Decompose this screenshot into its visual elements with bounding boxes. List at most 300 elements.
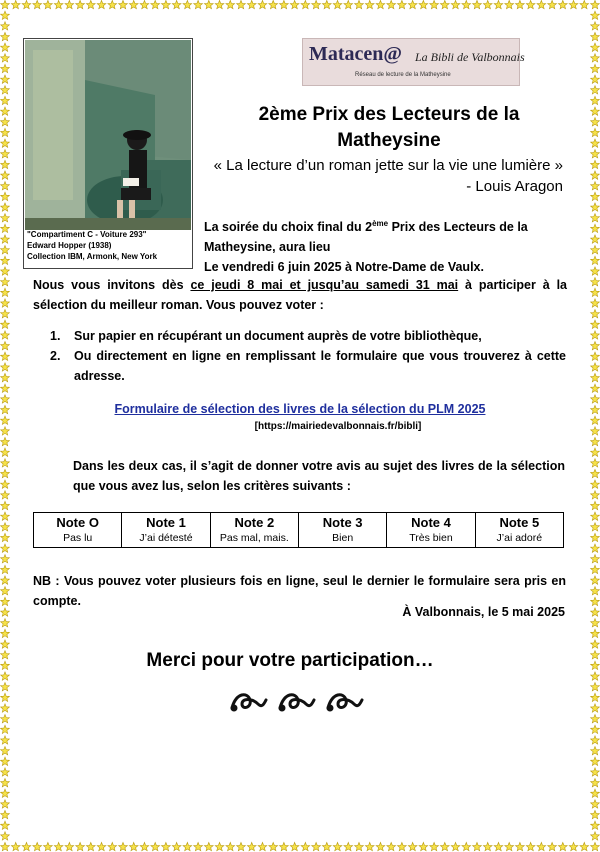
star-icon [591, 821, 600, 829]
star-icon [172, 0, 181, 8]
star-icon [473, 0, 482, 8]
star-icon [591, 800, 600, 808]
star-icon [183, 842, 192, 850]
star-icon [1, 299, 10, 307]
star-icon [1, 22, 10, 30]
soiree-date: Le vendredi 6 juin 2025 à Notre-Dame de Vaulx. [204, 260, 484, 274]
star-icon [119, 842, 128, 850]
star-icon [280, 0, 289, 8]
star-icon [1, 533, 10, 541]
star-icon [591, 608, 600, 616]
caption-artist: Edward Hopper (1938) [27, 241, 112, 250]
star-icon [526, 842, 535, 850]
star-icon [1, 373, 10, 381]
star-icon [591, 629, 600, 637]
star-icon [1, 683, 10, 691]
star-icon [569, 0, 578, 8]
star-icon [1, 203, 10, 211]
star-icon [1, 342, 10, 350]
star-icon [1, 619, 10, 627]
star-icon [419, 842, 428, 850]
rating-description: Très bien [409, 532, 453, 544]
star-icon [1, 512, 10, 520]
star-icon [1, 32, 10, 40]
star-icon [505, 0, 514, 8]
soiree-text-1: La soirée du choix final du 2 [204, 220, 373, 234]
star-icon [1, 11, 10, 19]
star-icon [516, 0, 525, 8]
star-icon [591, 555, 600, 563]
star-icon [1, 501, 10, 509]
star-icon [591, 246, 600, 254]
star-icon [1, 821, 10, 829]
star-icon [591, 288, 600, 296]
form-url: [https://mairiedevalbonnais.fr/bibli] [254, 421, 422, 432]
star-icon [591, 299, 600, 307]
star-icon [591, 86, 600, 94]
star-icon [1, 96, 10, 104]
star-icon [1, 842, 10, 850]
star-icon [322, 0, 331, 8]
star-icon [1, 363, 10, 371]
star-icon [591, 437, 600, 445]
star-icon [591, 267, 600, 275]
star-icon [1, 86, 10, 94]
star-icon [591, 256, 600, 264]
star-icon [1, 629, 10, 637]
star-icon [483, 0, 492, 8]
star-icon [591, 747, 600, 755]
star-icon [591, 725, 600, 733]
star-icon [44, 842, 53, 850]
star-icon [398, 0, 407, 8]
star-icon [451, 842, 460, 850]
star-icon [591, 501, 600, 509]
table-cell [122, 513, 210, 548]
star-icon [119, 0, 128, 8]
star-icon [591, 523, 600, 531]
star-icon [1, 704, 10, 712]
star-icon [1, 437, 10, 445]
star-icon [140, 842, 149, 850]
star-icon [591, 544, 600, 552]
star-icon [258, 842, 267, 850]
star-icon [580, 0, 589, 8]
star-icon [1, 725, 10, 733]
star-icon [558, 842, 567, 850]
star-icon [1, 832, 10, 840]
star-icon [462, 842, 471, 850]
star-icon [430, 842, 439, 850]
star-icon [591, 96, 600, 104]
invitation-paragraph [33, 275, 567, 315]
star-icon [247, 842, 256, 850]
list-text: Sur papier en récupérant un document auprès de votre bibliothèque, [74, 329, 482, 343]
star-icon [591, 779, 600, 787]
star-icon [97, 0, 106, 8]
star-icon [76, 842, 85, 850]
star-icon [591, 128, 600, 136]
star-icon [591, 480, 600, 488]
star-icon [1, 469, 10, 477]
soiree-text-2: Prix des Lecteurs de la Matheysine, aura lieu [204, 220, 528, 254]
star-icon [591, 75, 600, 83]
star-icon [1, 555, 10, 563]
star-icon [290, 0, 299, 8]
star-icon [280, 842, 289, 850]
star-icon [591, 565, 600, 573]
star-icon [1, 693, 10, 701]
invite-before: Nous vous invitons dès [33, 278, 191, 292]
star-icon [1, 789, 10, 797]
aragon-quote: « La lecture d’un roman jette sur la vie une lumière » - Louis Aragon [213, 157, 563, 195]
star-icon [86, 842, 95, 850]
star-icon [591, 469, 600, 477]
star-icon [591, 192, 600, 200]
star-icon [537, 0, 546, 8]
star-icon [76, 0, 85, 8]
star-icon [1, 491, 10, 499]
star-icon [591, 278, 600, 286]
table-cell [34, 513, 122, 548]
star-icon [1, 459, 10, 467]
star-icon [591, 150, 600, 158]
star-icon [344, 842, 353, 850]
star-icon [1, 150, 10, 158]
star-icon [269, 842, 278, 850]
star-icon [591, 832, 600, 840]
star-icon [1, 523, 10, 531]
star-icon [1, 320, 10, 328]
star-icon [108, 0, 117, 8]
rating-description: Bien [332, 532, 354, 544]
star-icon [591, 384, 600, 392]
star-icon [355, 0, 364, 8]
star-icon [11, 0, 20, 8]
star-icon [312, 0, 321, 8]
star-icon [1, 587, 10, 595]
star-icon [591, 203, 600, 211]
star-icon [151, 842, 160, 850]
star-icon [376, 842, 385, 850]
star-icon [1, 310, 10, 318]
star-icon [408, 0, 417, 8]
star-icon [129, 0, 138, 8]
rating-description: J’ai adoré [496, 532, 543, 544]
star-icon [1, 736, 10, 744]
star-icon [591, 672, 600, 680]
star-icon [1, 384, 10, 392]
star-icon [1, 448, 10, 456]
rating-header: Note 3 [322, 515, 363, 530]
star-icon [1, 597, 10, 605]
star-icon [1, 565, 10, 573]
star-icon [1, 747, 10, 755]
rating-header: Note 2 [234, 515, 275, 530]
star-icon [591, 757, 600, 765]
star-icon [322, 842, 331, 850]
star-icon [591, 0, 600, 8]
star-icon [301, 0, 310, 8]
star-icon [1, 214, 10, 222]
star-icon [591, 448, 600, 456]
star-icon [1, 256, 10, 264]
list-number: 1. [50, 329, 61, 343]
star-icon [290, 842, 299, 850]
star-icon [65, 842, 74, 850]
star-icon [591, 342, 600, 350]
star-icon [591, 235, 600, 243]
star-icon [591, 768, 600, 776]
star-icon [1, 544, 10, 552]
star-icon [1, 779, 10, 787]
nb-note: NB : Vous pouvez voter plusieurs fois en ligne, seul le dernier le formulaire sera pris en compte. [33, 574, 566, 608]
star-icon [1, 171, 10, 179]
star-icon [580, 842, 589, 850]
star-icon [591, 118, 600, 126]
list-text: Ou directement en ligne en remplissant le formulaire que vous trouverez à cette adresse. [74, 349, 566, 383]
star-icon [312, 842, 321, 850]
star-icon [54, 842, 63, 850]
star-icon [591, 54, 600, 62]
star-icon [140, 0, 149, 8]
star-icon [1, 288, 10, 296]
star-icon [33, 842, 42, 850]
star-icon [440, 0, 449, 8]
caption-collection: Collection IBM, Armonk, New York [27, 252, 158, 261]
star-icon [1, 640, 10, 648]
logo-sub-text: La Bibli de Valbonnais [415, 50, 525, 64]
star-icon [11, 842, 20, 850]
star-icon [1, 139, 10, 147]
star-icon [591, 533, 600, 541]
table-cell [387, 513, 475, 548]
star-icon [591, 331, 600, 339]
star-icon [1, 715, 10, 723]
star-icon [494, 842, 503, 850]
star-icon [1, 54, 10, 62]
star-icon [44, 0, 53, 8]
star-icon [591, 160, 600, 168]
rating-description: Pas mal, mais. [219, 532, 289, 544]
hopper-painting [25, 40, 191, 230]
voting-form-link[interactable]: Formulaire de sélection des livres de la sélection du PLM 2025 [114, 402, 486, 416]
star-icon [591, 587, 600, 595]
star-icon [591, 107, 600, 115]
star-icon [483, 842, 492, 850]
star-icon [1, 107, 10, 115]
star-icon [215, 842, 224, 850]
star-icon [162, 0, 171, 8]
star-icon [537, 842, 546, 850]
star-icon [398, 842, 407, 850]
star-icon [591, 619, 600, 627]
star-icon [1, 278, 10, 286]
soiree-superscript: ème [372, 218, 389, 228]
star-icon [183, 0, 192, 8]
star-icon [162, 842, 171, 850]
star-icon [204, 0, 213, 8]
star-icon [258, 0, 267, 8]
star-icon [591, 715, 600, 723]
star-icon [591, 693, 600, 701]
rating-header: Note 1 [146, 515, 186, 530]
list-number: 2. [50, 349, 61, 363]
star-icon [473, 842, 482, 850]
star-icon [591, 182, 600, 190]
star-icon [365, 842, 374, 850]
star-icon [1, 64, 10, 72]
star-icon [54, 0, 63, 8]
star-icon [591, 704, 600, 712]
star-icon [548, 842, 557, 850]
thanks-message: Merci pour votre participation… [146, 650, 434, 671]
star-icon [269, 0, 278, 8]
star-icon [376, 0, 385, 8]
star-icon [355, 842, 364, 850]
star-icon [591, 320, 600, 328]
star-icon [387, 0, 396, 8]
star-icon [237, 0, 246, 8]
star-icon [204, 842, 213, 850]
star-icon [591, 64, 600, 72]
star-icon [344, 0, 353, 8]
star-icon [591, 789, 600, 797]
caption-title: "Compartiment C - Voiture 293" [27, 230, 147, 239]
star-icon [33, 0, 42, 8]
table-cell [298, 513, 386, 548]
rating-header: Note 5 [499, 515, 540, 530]
star-icon [1, 331, 10, 339]
star-icon [440, 842, 449, 850]
star-icon [526, 0, 535, 8]
star-icon [1, 75, 10, 83]
star-icon [1, 118, 10, 126]
star-icon [1, 352, 10, 360]
star-icon [129, 842, 138, 850]
table-cell [210, 513, 298, 548]
star-icon [591, 736, 600, 744]
flourish-icon [328, 695, 362, 710]
star-icon [333, 842, 342, 850]
star-icon [194, 842, 203, 850]
star-icon [1, 182, 10, 190]
list-item [50, 346, 566, 386]
star-icon [548, 0, 557, 8]
star-icon [1, 192, 10, 200]
criteria-intro: Dans les deux cas, il s’agit de donner votre avis au sujet des livres de la sélection que vous avez lus, selon les critères suivants : [73, 459, 565, 493]
star-icon [226, 842, 235, 850]
star-icon [591, 683, 600, 691]
invite-dates: ce jeudi 8 mai et jusqu’au samedi 31 mai [190, 278, 459, 292]
star-icon [591, 363, 600, 371]
rating-header: Note 4 [411, 515, 451, 530]
star-icon [591, 310, 600, 318]
star-icon [301, 842, 310, 850]
logo-tagline: Réseau de lecture de la Matheysine [355, 72, 451, 78]
list-item [50, 326, 566, 346]
decorative-flourishes [226, 686, 366, 716]
star-icon [1, 800, 10, 808]
library-logo [302, 38, 525, 86]
star-icon [516, 842, 525, 850]
flourish-icon [280, 695, 314, 710]
star-icon [591, 491, 600, 499]
star-icon [1, 480, 10, 488]
star-icon [591, 640, 600, 648]
star-icon [1, 224, 10, 232]
star-icon [365, 0, 374, 8]
rating-scale-table [33, 512, 564, 548]
star-icon [591, 214, 600, 222]
star-icon [591, 22, 600, 30]
star-icon [419, 0, 428, 8]
star-icon [1, 43, 10, 51]
star-icon [22, 842, 31, 850]
star-icon [558, 0, 567, 8]
star-icon [591, 352, 600, 360]
star-icon [591, 43, 600, 51]
invite-after: à participer à la sélection du meilleur roman. Vous pouvez voter : [33, 278, 568, 312]
star-icon [1, 0, 10, 8]
star-icon [97, 842, 106, 850]
star-icon [215, 0, 224, 8]
star-icon [591, 810, 600, 818]
star-icon [1, 267, 10, 275]
star-icon [591, 171, 600, 179]
logo-main-text: Matacen@ [309, 43, 403, 65]
star-icon [462, 0, 471, 8]
flourish-icon [232, 695, 266, 710]
page-title: 2ème Prix des Lecteurs de la Matheysine [258, 104, 520, 151]
star-icon [1, 608, 10, 616]
painting-caption [27, 229, 193, 262]
star-icon [569, 842, 578, 850]
star-icon [591, 224, 600, 232]
star-icon [1, 757, 10, 765]
star-icon [65, 0, 74, 8]
table-row [34, 513, 564, 548]
star-icon [226, 0, 235, 8]
star-icon [333, 0, 342, 8]
star-icon [1, 576, 10, 584]
star-icon [108, 842, 117, 850]
star-icon [591, 373, 600, 381]
star-icon [194, 0, 203, 8]
place-date-signoff: À Valbonnais, le 5 mai 2025 [402, 605, 565, 619]
star-icon [1, 768, 10, 776]
voting-options-list [50, 326, 566, 386]
star-icon [247, 0, 256, 8]
star-icon [1, 810, 10, 818]
star-icon [451, 0, 460, 8]
star-icon [505, 842, 514, 850]
rating-description: J’ai détesté [139, 532, 193, 544]
star-icon [151, 0, 160, 8]
star-icon [1, 160, 10, 168]
star-icon [1, 128, 10, 136]
rating-header: Note O [56, 515, 99, 530]
star-icon [430, 0, 439, 8]
star-icon [591, 842, 600, 850]
star-icon [408, 842, 417, 850]
star-icon [591, 576, 600, 584]
star-icon [591, 459, 600, 467]
star-icon [494, 0, 503, 8]
star-icon [591, 139, 600, 147]
star-icon [591, 11, 600, 19]
star-icon [591, 512, 600, 520]
